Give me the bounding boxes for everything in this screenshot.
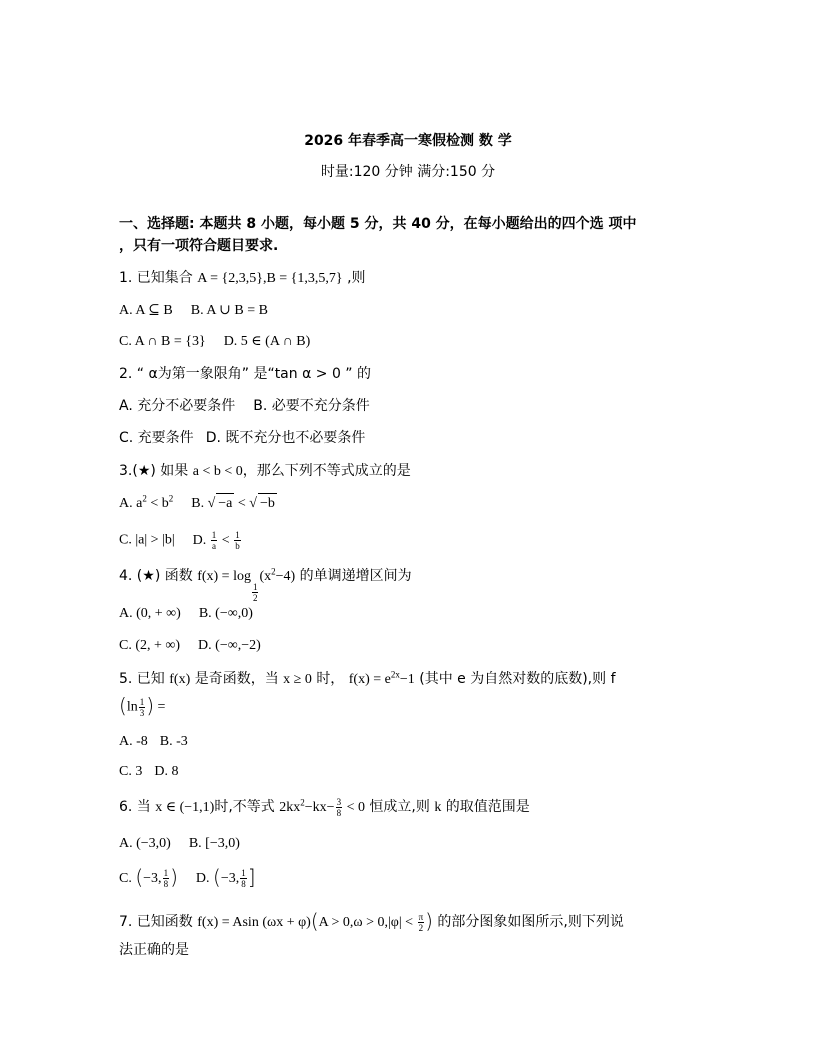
question-1-options-cd bbox=[119, 332, 310, 352]
q2-option-b: B. 必要不充分条件 bbox=[253, 398, 370, 414]
question-4-options-ab bbox=[119, 604, 253, 624]
q3-option-c: C. |a| > |b| bbox=[119, 532, 175, 548]
q1-math: A = {2,3,5},B = {1,3,5,7} bbox=[197, 271, 343, 286]
question-2-options-cd bbox=[119, 428, 365, 448]
q1-prefix: 1. 已知集合 bbox=[119, 270, 193, 286]
question-6-options-cd bbox=[119, 864, 256, 889]
q6-prefix: 6. 当 bbox=[119, 799, 151, 815]
q3-suffix: ，那么下列不等式成立的是 bbox=[242, 463, 411, 479]
q5-eq: $f(x) = e^{2x}-1$ bbox=[348, 669, 415, 687]
q6-mid2: 恒成立,则 bbox=[369, 799, 430, 815]
question-5-stem-line2: (ln $\frac{1}{3}$ ) = bbox=[119, 693, 166, 718]
q6-option-a: A. (−3,0) bbox=[119, 836, 171, 851]
q4-math: f(x) = log $_{\frac{1}{2}}$ $(x^2-4)$ bbox=[197, 566, 296, 603]
question-5-options-ab bbox=[119, 732, 188, 752]
page-subtitle: 时量:120 分钟 满分:150 分 bbox=[320, 164, 496, 180]
q5-mid2: 时， bbox=[316, 671, 345, 687]
q5-prefix: 5. 已知 bbox=[119, 671, 165, 687]
q5-option-b: B. -3 bbox=[159, 734, 188, 749]
question-6-options-ab bbox=[119, 834, 240, 854]
q4-option-b: B. (−∞,0) bbox=[198, 606, 253, 621]
q3-prefix: 3.(★) 如果 bbox=[119, 463, 189, 479]
question-7-stem-line2: 法正确的是 bbox=[119, 942, 189, 958]
q7-cond: (A > 0,ω > 0,|φ| < $\frac{\pi}{2}$ ) bbox=[310, 909, 433, 934]
question-1-options-ab bbox=[119, 301, 268, 321]
q5-cond: x ≥ 0 bbox=[283, 672, 312, 687]
q6-option-b: B. [−3,0) bbox=[188, 836, 240, 851]
question-6-stem bbox=[119, 797, 530, 818]
q5-option-d: D. 8 bbox=[154, 764, 179, 779]
question-4-stem bbox=[119, 566, 412, 603]
q1-option-b: B. A ∪ B = B bbox=[190, 303, 268, 318]
q4-option-c: C. (2, + ∞) bbox=[119, 638, 181, 653]
question-2-stem: 2. “ α为第一象限角” 是“tan α > 0 ” 的 bbox=[119, 366, 372, 382]
q5-mid1: 是奇函数，当 bbox=[194, 671, 279, 687]
question-2-options-ab bbox=[119, 396, 370, 416]
question-4-options-cd bbox=[119, 636, 261, 656]
page-title: 2026 年春季高一寒假检测 数 学 bbox=[304, 133, 512, 149]
question-7-stem bbox=[119, 909, 624, 934]
q5-fx: f(x) bbox=[169, 672, 191, 687]
q2-option-a: A. 充分不必要条件 bbox=[119, 398, 236, 414]
q5-option-c: C. 3 bbox=[119, 764, 143, 779]
section-heading-line2: ，只有一项符合题目要求. bbox=[119, 238, 279, 254]
q2-option-d: D. 既不充分也不必要条件 bbox=[205, 430, 366, 446]
section-heading-line1: 一、选择题: 本题共 8 小题，每小题 5 分，共 40 分，在每小题给出的四个选 项中 bbox=[119, 216, 637, 232]
q2-option-c: C. 充要条件 bbox=[119, 430, 194, 446]
q6-ineq: $2kx^2-kx-$ $\frac{3}{8}$ < 0 bbox=[279, 797, 365, 819]
question-3-options-ab bbox=[119, 493, 277, 514]
question-5-options-cd bbox=[119, 762, 178, 782]
question-3-stem bbox=[119, 461, 411, 482]
q3-option-a: A. $a^2 < b^2$ bbox=[119, 493, 174, 511]
q4-option-a: A. (0, + ∞) bbox=[119, 606, 181, 621]
q1-option-c: C. A ∩ B = {3} bbox=[119, 334, 206, 349]
question-1-stem bbox=[119, 268, 366, 289]
q6-mid: 时,不等式 bbox=[214, 799, 275, 815]
q3-option-b: B. √ −a < √ −b bbox=[191, 496, 277, 511]
q3-option-d: D. $\frac{1}{a}$ < $\frac{1}{b}$ bbox=[192, 530, 240, 551]
q7-suffix: 的部分图象如图所示,则下列说 bbox=[437, 914, 624, 930]
question-3-options-cd bbox=[119, 530, 242, 551]
q4-prefix: 4. (★) 函数 bbox=[119, 568, 193, 584]
q4-suffix: 的单调递增区间为 bbox=[299, 568, 412, 584]
q1-suffix: ,则 bbox=[347, 270, 366, 286]
q6-suffix: 的取值范围是 bbox=[445, 799, 530, 815]
question-5-stem bbox=[119, 669, 616, 690]
q5-note: (其中 e 为自然对数的底数),则 f bbox=[419, 671, 616, 687]
q6-option-c: C. (−3, $\frac{1}{8}$ ) bbox=[119, 864, 178, 889]
q1-option-a: A. A ⊆ B bbox=[119, 303, 173, 318]
q7-math: f(x) = Asin (ωx + φ) bbox=[197, 915, 311, 930]
q5-option-a: A. -8 bbox=[119, 734, 148, 749]
q3-math: a < b < 0 bbox=[192, 464, 243, 479]
q4-option-d: D. (−∞,−2) bbox=[198, 638, 261, 653]
q6-option-d: D. (−3, $\frac{1}{8}$ ] bbox=[195, 864, 256, 889]
q7-prefix: 7. 已知函数 bbox=[119, 914, 193, 930]
q1-option-d: D. 5 ∈ (A ∩ B) bbox=[223, 334, 311, 349]
q6-cond: x ∈ (−1,1) bbox=[155, 800, 215, 815]
q6-k: k bbox=[434, 800, 442, 815]
